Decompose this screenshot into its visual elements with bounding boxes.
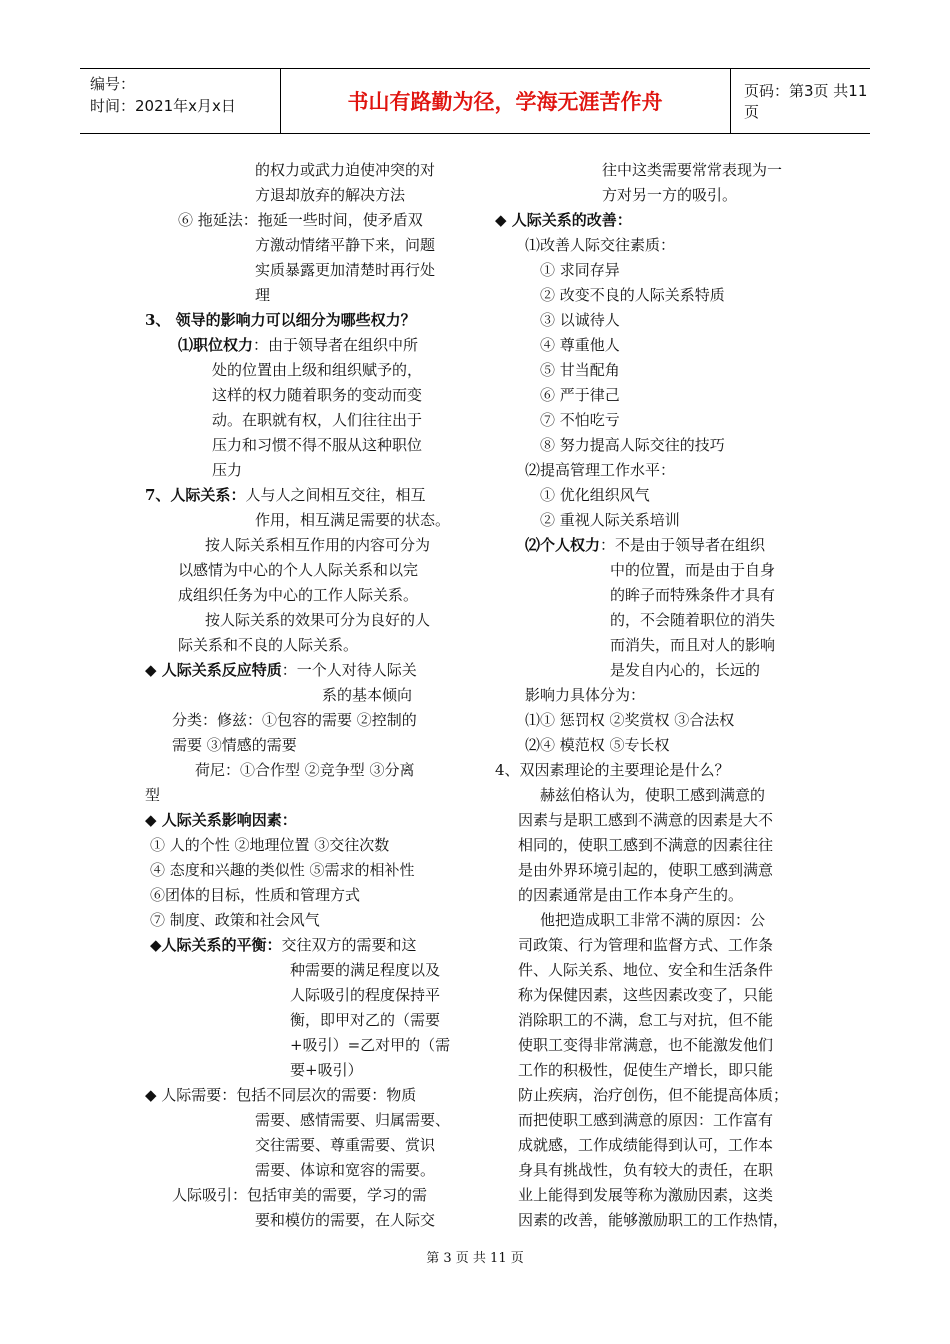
text-line: 的因素通常是由工作本身产生的。 xyxy=(518,886,744,904)
text-line: ⑧ 努力提高人际交往的技巧 xyxy=(540,436,725,454)
text-line: 系的基本倾向 xyxy=(322,686,413,704)
text-line: ◆人际关系的平衡：交往双方的需要和这 xyxy=(150,936,417,954)
text-line: 这样的权力随着职务的变动而变 xyxy=(212,386,423,404)
text-line: 防止疾病，治疗创伤，但不能提高体质； xyxy=(518,1086,789,1104)
number-label: 编号： xyxy=(90,75,136,93)
text-line: 业上能得到发展等称为激励因素，这类 xyxy=(518,1186,774,1204)
text-line: 7、人际关系：人与人之间相互交往，相互 xyxy=(145,486,426,504)
text-line: ⑦ 不怕吃亏 xyxy=(540,411,620,429)
text-line: ② 重视人际关系培训 xyxy=(540,511,680,529)
text-line: 动。在职就有权，人们往往出于 xyxy=(212,411,423,429)
right-column xyxy=(0,158,788,1233)
text-line: ⑴① 惩罚权 ②奖赏权 ③合法权 xyxy=(525,711,735,729)
text-line: ⑴改善人际交往素质： xyxy=(525,236,676,254)
text-line: 因素与是职工感到不满意的因素是大不 xyxy=(518,811,774,829)
text-line: 要+吸引） xyxy=(290,1061,363,1079)
text-line: 荷尼：①合作型 ②竞争型 ③分离 xyxy=(195,761,415,779)
page-info: 页码：第3页 共11页 xyxy=(744,82,868,121)
text-line: 而消失，而且对人的影响 xyxy=(610,636,776,654)
text-line: ⑦ 制度、政策和社会风气 xyxy=(150,911,320,929)
text-line: ⑵个人权力：不是由于领导者在组织 xyxy=(525,536,766,554)
text-line: 型 xyxy=(145,786,161,804)
text-line: ⑵提高管理工作水平： xyxy=(525,461,676,479)
text-line: 实质暴露更加清楚时再行处 xyxy=(255,261,436,279)
text-line: 4、双因素理论的主要理论是什么？ xyxy=(495,761,730,779)
text-line: 成组织任务为中心的工作人际关系。 xyxy=(178,586,419,604)
text-line: 理 xyxy=(255,286,271,304)
text-line: 赫兹伯格认为，使职工感到满意的 xyxy=(540,786,766,804)
text-line: ④ 态度和兴趣的类似性 ⑤需求的相补性 xyxy=(150,861,415,879)
text-line: 的权力或武力迫使冲突的对 xyxy=(255,161,436,179)
text-line: 衡，即甲对乙的（需要 xyxy=(290,1011,441,1029)
text-line: ⑥ 严于律己 xyxy=(540,386,620,404)
text-line: 的眸子而特殊条件才具有 xyxy=(610,586,776,604)
text-line: 交往需要、尊重需要、赏识 xyxy=(255,1136,436,1154)
page-footer: 第 3 页 共 11 页 xyxy=(426,1251,524,1266)
text-line: 相同的，使职工感到不满意的因素往往 xyxy=(518,836,774,854)
text-line: ④ 尊重他人 xyxy=(540,336,620,354)
text-line: 人际吸引的程度保持平 xyxy=(290,986,441,1004)
text-line: 是发自内心的，长远的 xyxy=(610,661,761,679)
text-line: 方退却放弃的解决方法 xyxy=(255,186,406,204)
text-line: 是由外界环境引起的，使职工感到满意 xyxy=(518,861,774,879)
text-line: ⑥ 拖延法：拖延一些时间，使矛盾双 xyxy=(178,211,423,229)
text-line: 按人际关系的效果可分为良好的人 xyxy=(205,611,431,629)
text-line: 方激动情绪平静下来，问题 xyxy=(255,236,436,254)
text-line: 工作的积极性，促使生产增长，即只能 xyxy=(518,1061,774,1079)
text-line: 需要、感情需要、归属需要、 xyxy=(255,1111,451,1129)
text-line: 的，不会随着职位的消失 xyxy=(610,611,776,629)
text-line: 件、人际关系、地位、安全和生活条件 xyxy=(518,961,774,979)
text-line: ② 改变不良的人际关系特质 xyxy=(540,286,725,304)
text-line: 称为保健因素，这些因素改变了，只能 xyxy=(518,986,774,1004)
text-line: ⑵④ 模范权 ⑤专长权 xyxy=(525,736,670,754)
text-line: 他把造成职工非常不满的原因：公 xyxy=(540,911,766,929)
text-line: ◆ 人际关系的改善： xyxy=(495,211,632,229)
header-motto: 书山有路勤为径，学海无涯苦作舟 xyxy=(280,69,731,133)
text-line: 消除职工的不满，怠工与对抗，但不能 xyxy=(518,1011,774,1029)
text-line: 要和模仿的需要，在人际交 xyxy=(255,1211,436,1229)
text-line: 作用，相互满足需要的状态。 xyxy=(255,511,451,529)
text-line: 而把使职工感到满意的原因：工作富有 xyxy=(518,1111,774,1129)
text-line: 处的位置由上级和组织赋予的， xyxy=(212,361,423,379)
text-line: ③ 以诚待人 xyxy=(540,311,620,329)
page-header xyxy=(80,68,870,134)
text-line: 3、 领导的影响力可以细分为哪些权力？ xyxy=(145,311,416,329)
text-line: 人际吸引：包括审美的需要，学习的需 xyxy=(172,1186,428,1204)
text-line: 中的位置，而是由于自身 xyxy=(610,561,776,579)
text-line: ◆ 人际需要：包括不同层次的需要：物质 xyxy=(145,1086,417,1104)
time-label: 时间：2021年x月x日 xyxy=(90,97,236,115)
text-line: ① 求同存异 xyxy=(540,261,620,279)
text-line: 压力和习惯不得不服从这种职位 xyxy=(212,436,423,454)
text-line: ① 人的个性 ②地理位置 ③交往次数 xyxy=(150,836,390,854)
text-line: 际关系和不良的人际关系。 xyxy=(178,636,359,654)
text-line: 分类：修兹：①包容的需要 ②控制的 xyxy=(172,711,417,729)
text-line: 按人际关系相互作用的内容可分为 xyxy=(205,536,431,554)
text-line: 需要 ③情感的需要 xyxy=(172,736,297,754)
text-line: 司政策、行为管理和监督方式、工作条 xyxy=(518,936,774,954)
text-line: 影响力具体分为： xyxy=(525,686,646,704)
text-line: 往中这类需要常常表现为一 xyxy=(602,161,783,179)
text-line: +吸引）=乙对甲的（需 xyxy=(290,1036,451,1054)
text-line: 需要、体谅和宽容的需要。 xyxy=(255,1161,436,1179)
text-line: 压力 xyxy=(212,461,243,479)
text-line: ⑥团体的目标，性质和管理方式 xyxy=(150,886,361,904)
text-line: 以感情为中心的个人人际关系和以完 xyxy=(178,561,419,579)
text-line: 使职工变得非常满意，也不能激发他们 xyxy=(518,1036,774,1054)
text-line: 种需要的满足程度以及 xyxy=(290,961,441,979)
header-meta xyxy=(80,69,281,133)
text-line: ⑴职位权力：由于领导者在组织中所 xyxy=(178,336,419,354)
text-line: ① 优化组织风气 xyxy=(540,486,650,504)
text-line: 身具有挑战性，负有较大的责任，在职 xyxy=(518,1161,774,1179)
text-line: ◆ 人际关系影响因素： xyxy=(145,811,297,829)
text-line: 方对另一方的吸引。 xyxy=(602,186,738,204)
text-line: 成就感，工作成绩能得到认可，工作本 xyxy=(518,1136,774,1154)
text-line: 因素的改善，能够激励职工的工作热情， xyxy=(518,1211,789,1229)
text-line: ⑤ 甘当配角 xyxy=(540,361,620,379)
text-line: ◆ 人际关系反应特质：一个人对待人际关 xyxy=(145,661,417,679)
